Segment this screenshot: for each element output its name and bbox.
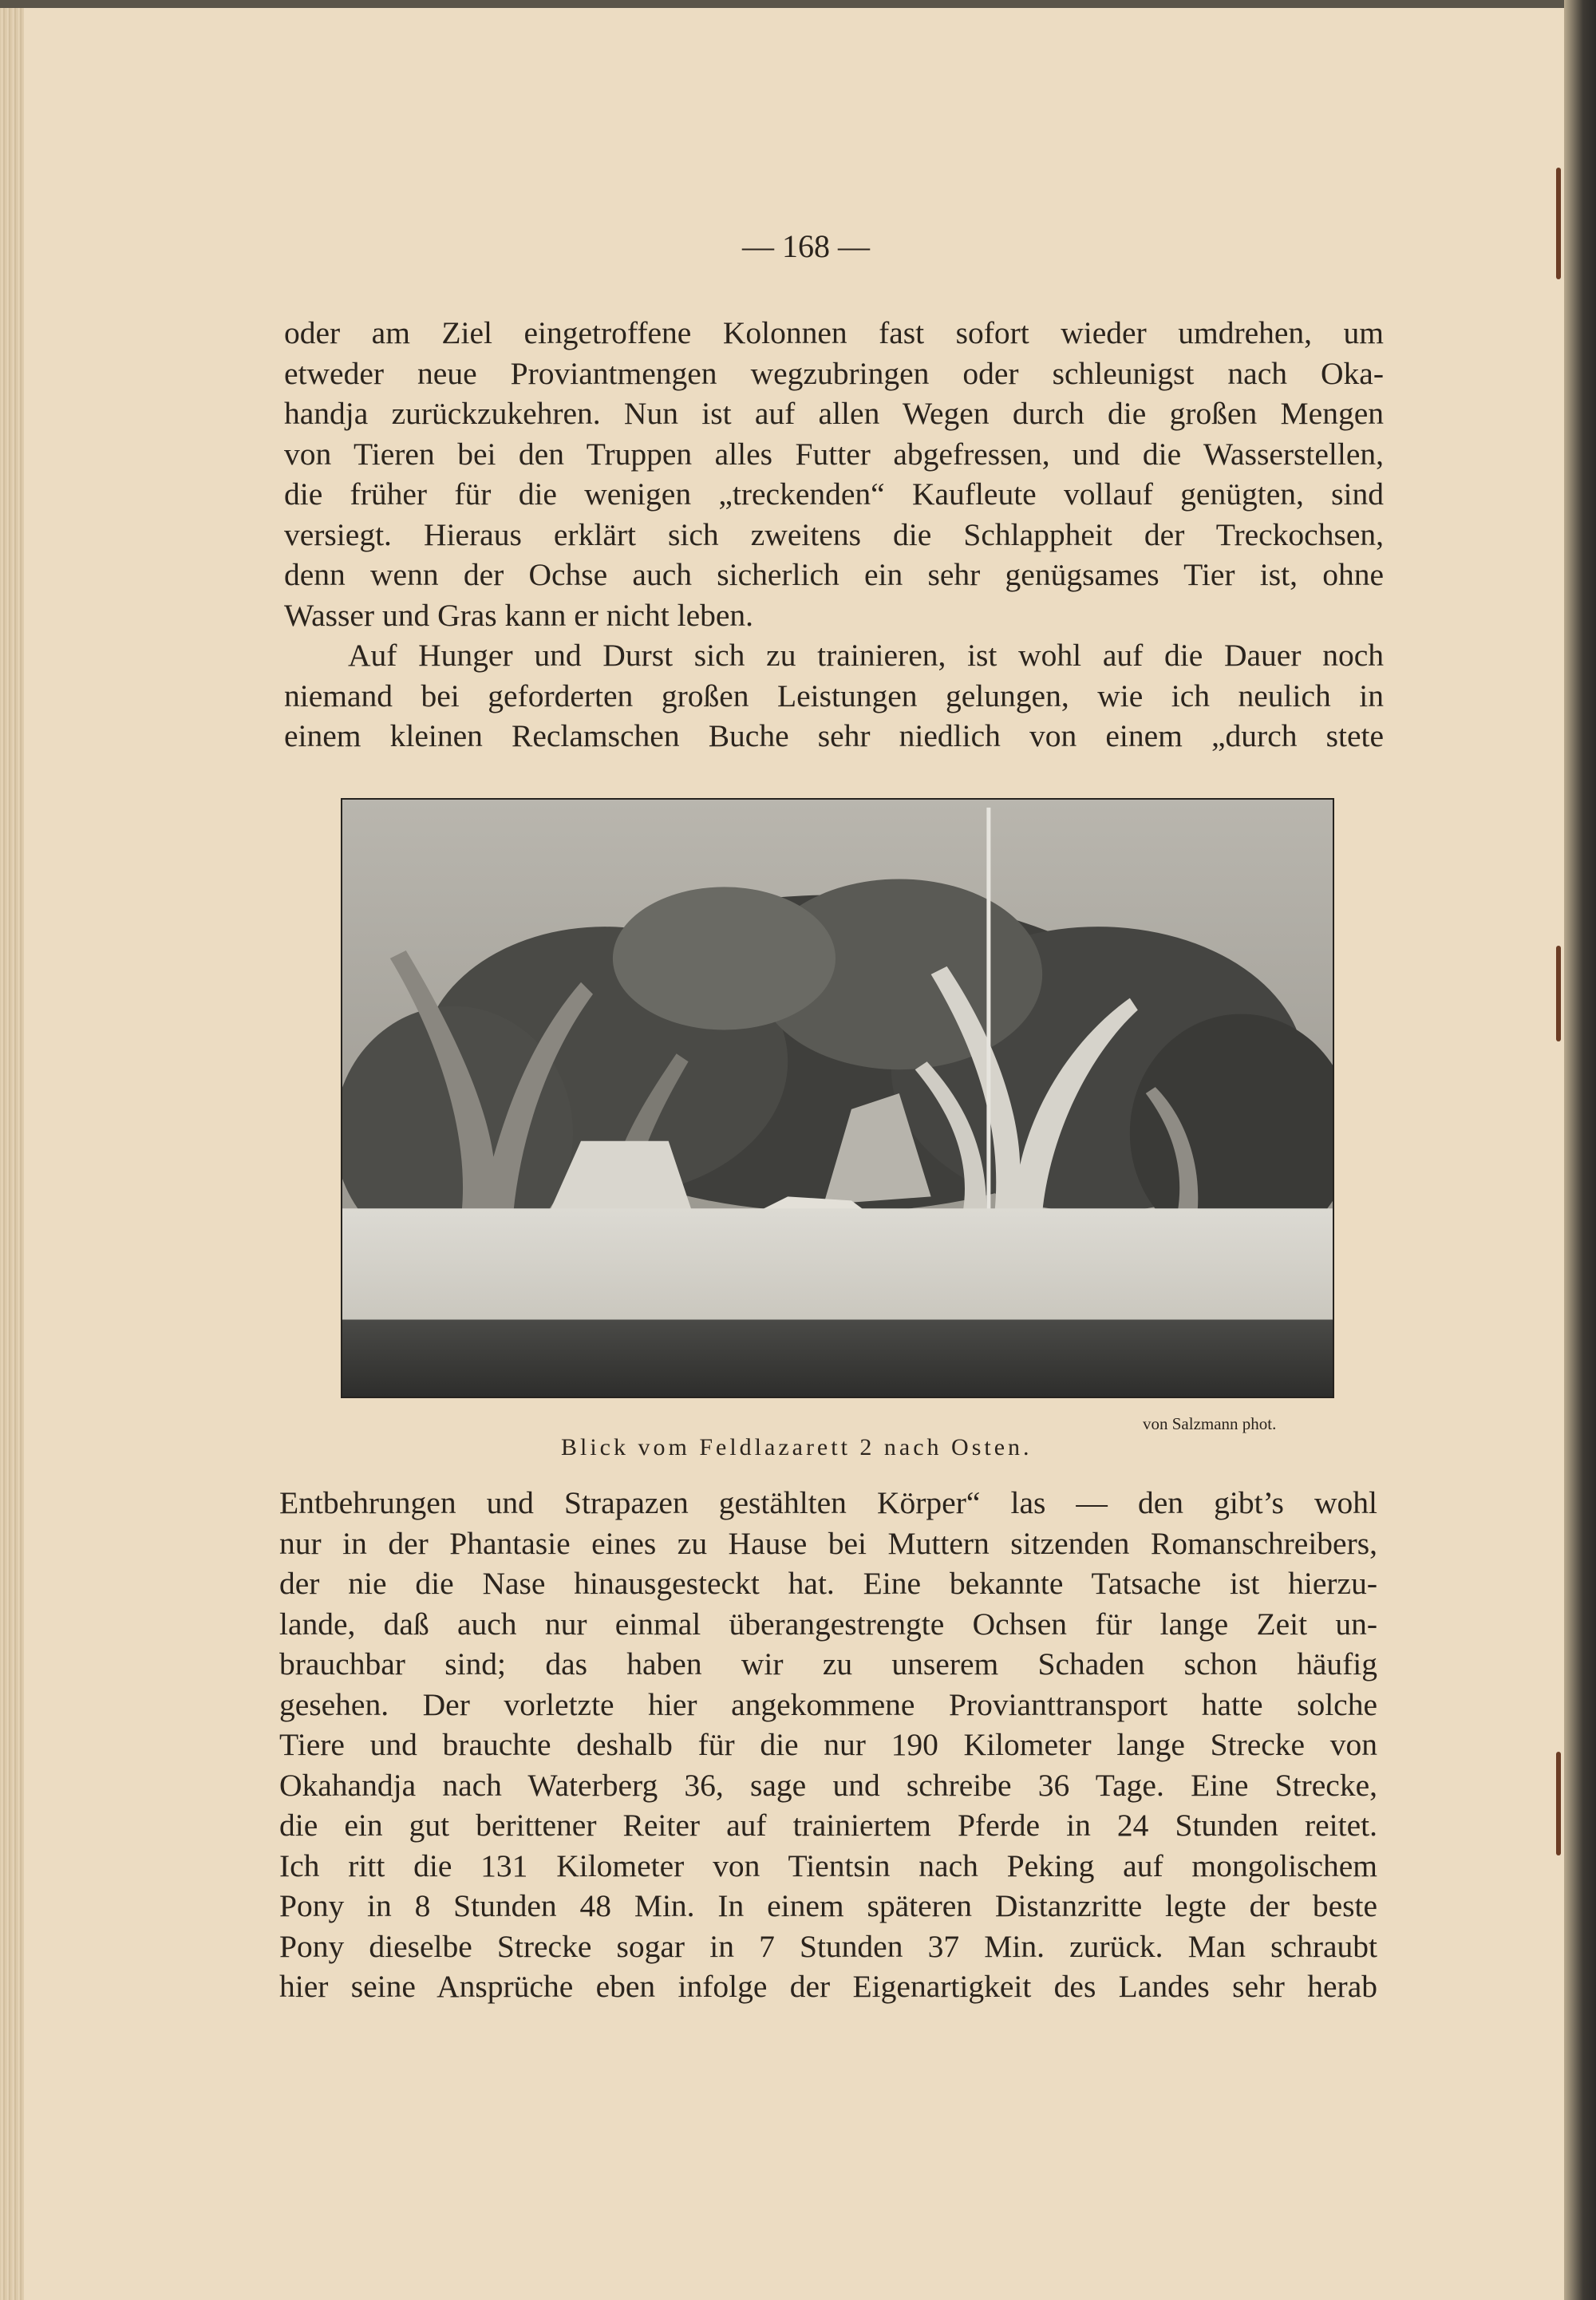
photo-credit: von Salzmann phot. (1143, 1414, 1277, 1433)
text-line: der nie die Nase hinausgesteckt hat. Eine bekannte Tatsache ist hierzu- (279, 1566, 1377, 1601)
text-line: von Tieren bei den Truppen alles Futter abgefressen, und die Wasserstellen, (284, 436, 1384, 472)
text-line: die früher für die wenigen „treckenden“ Kaufleute vollauf genügten, sind (284, 476, 1384, 512)
text-line: denn wenn der Ochse auch sicherlich ein sehr genügsames Tier ist, ohne (284, 557, 1384, 592)
text-line: Entbehrungen und Strapazen gestählten Körper“ las — den gibt’s wohl (279, 1485, 1377, 1520)
photograph (341, 798, 1334, 1398)
text-line: einem kleinen Reclamschen Buche sehr niedlich von einem „durch stete (284, 718, 1384, 753)
text-line: lande, daß auch nur einmal überangestrengte Ochsen für lange Zeit un- (279, 1606, 1377, 1642)
text-line: Ich ritt die 131 Kilometer von Tientsin nach Peking auf mongolischem (279, 1848, 1377, 1883)
text-line: die ein gut berittener Reiter auf trainiertem Pferde in 24 Stunden reitet. (279, 1808, 1377, 1843)
text-line: Wasser und Gras kann er nicht leben. (284, 597, 754, 633)
text-line: Tiere und brauchte deshalb für die nur 190 Kilometer lange Strecke von (279, 1727, 1377, 1762)
photo-caption: Blick vom Feldlazarett 2 nach Osten. (561, 1434, 1033, 1460)
text-line: niemand bei geforderten großen Leistungen gelungen, wie ich neulich in (284, 678, 1384, 713)
text-line: hier seine Ansprüche eben infolge der Eigenartigkeit des Landes sehr herab (279, 1969, 1377, 2004)
page-number: — 168 — (742, 228, 870, 264)
text-line: Auf Hunger und Durst sich zu trainieren, ist wohl auf die Dauer noch (348, 638, 1384, 673)
text-line: handja zurückzukehren. Nun ist auf allen Wegen durch die großen Mengen (284, 396, 1384, 431)
text-line: Pony in 8 Stunden 48 Min. In einem späteren Distanzritte legte der beste (279, 1888, 1377, 1923)
book-binding-edge (1564, 0, 1596, 2300)
text-block-bottom (279, 1483, 1377, 2007)
field-hospital-photo (342, 800, 1333, 1397)
text-line: oder am Ziel eingetroffene Kolonnen fast sofort wieder umdrehen, um (284, 315, 1384, 350)
text-line: Okahandja nach Waterberg 36, sage und schreibe 36 Tage. Eine Strecke, (279, 1767, 1377, 1803)
binding-mark (1556, 946, 1561, 1041)
text-block-top (284, 313, 1384, 757)
text-line: gesehen. Der vorletzte hier angekommene Provianttransport hatte solche (279, 1686, 1377, 1722)
text-line: nur in der Phantasie eines zu Hause bei Muttern sitzenden Romanschreibers, (279, 1525, 1377, 1561)
text-line: versiegt. Hieraus erklärt sich zweitens die Schlappheit der Treckochsen, (284, 516, 1384, 552)
text-line: brauchbar sind; das haben wir zu unserem Schaden schon häufig (279, 1646, 1377, 1682)
text-line: Pony dieselbe Strecke sogar in 7 Stunden 37 Min. zurück. Man schraubt (279, 1928, 1377, 1964)
binding-mark (1556, 1752, 1561, 1855)
binding-mark (1556, 168, 1561, 279)
text-line: etweder neue Proviantmengen wegzubringen oder schleunigst nach Oka- (284, 355, 1384, 391)
